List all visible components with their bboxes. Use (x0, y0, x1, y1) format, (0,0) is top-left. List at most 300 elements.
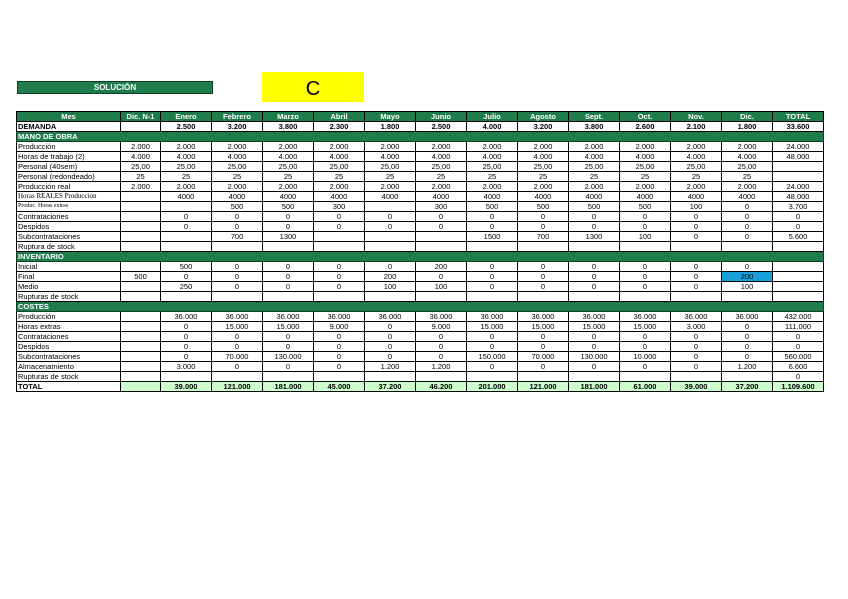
table-cell[interactable] (620, 292, 671, 302)
table-cell[interactable] (263, 292, 314, 302)
table-cell[interactable] (467, 292, 518, 302)
table-cell[interactable]: 0 (314, 332, 365, 342)
table-cell[interactable]: 0 (620, 332, 671, 342)
table-cell[interactable]: 0 (416, 222, 467, 232)
table-cell[interactable]: 2.000 (722, 142, 773, 152)
table-cell[interactable]: 3.200 (212, 122, 263, 132)
table-cell[interactable]: 0 (671, 282, 722, 292)
table-cell[interactable]: 36.000 (314, 312, 365, 322)
table-cell[interactable]: 0 (416, 342, 467, 352)
table-cell[interactable] (365, 372, 416, 382)
table-cell[interactable]: 2.000 (314, 142, 365, 152)
table-cell[interactable]: 48.000 (773, 152, 824, 162)
table-cell[interactable]: 2.000 (416, 142, 467, 152)
table-cell[interactable]: 3.700 (773, 202, 824, 212)
table-cell[interactable]: 200 (416, 262, 467, 272)
table-cell[interactable] (121, 192, 161, 202)
table-cell[interactable]: 2.000 (722, 182, 773, 192)
table-cell[interactable]: 2.000 (671, 182, 722, 192)
table-cell[interactable]: 4000 (365, 192, 416, 202)
table-cell[interactable]: 181.000 (263, 382, 314, 392)
table-cell[interactable] (121, 232, 161, 242)
table-cell[interactable]: 0 (263, 342, 314, 352)
table-cell[interactable]: 25,00 (212, 162, 263, 172)
table-cell[interactable] (263, 242, 314, 252)
table-cell[interactable]: 300 (416, 202, 467, 212)
row-label[interactable]: Horas de trabajo (2) (17, 152, 121, 162)
table-cell[interactable]: 2.000 (161, 142, 212, 152)
table-cell[interactable]: 25 (161, 172, 212, 182)
table-cell[interactable]: 4.000 (161, 152, 212, 162)
table-cell[interactable]: 0 (722, 222, 773, 232)
table-cell[interactable] (671, 292, 722, 302)
table-cell[interactable]: 39.000 (161, 382, 212, 392)
table-cell[interactable]: 36.000 (416, 312, 467, 322)
table-cell[interactable]: 25 (620, 172, 671, 182)
table-cell[interactable]: 2.000 (263, 142, 314, 152)
table-cell[interactable]: 300 (314, 202, 365, 212)
table-cell[interactable]: 25 (314, 172, 365, 182)
table-cell[interactable] (416, 372, 467, 382)
table-cell[interactable]: 0 (161, 342, 212, 352)
table-cell[interactable]: 4.000 (365, 152, 416, 162)
table-cell[interactable]: 0 (671, 352, 722, 362)
table-cell[interactable]: 4.000 (722, 152, 773, 162)
row-label[interactable]: TOTAL (17, 382, 121, 392)
table-cell[interactable]: 45.000 (314, 382, 365, 392)
table-cell[interactable] (569, 292, 620, 302)
row-label[interactable]: Contrataciones (17, 332, 121, 342)
table-cell[interactable]: 0 (518, 362, 569, 372)
table-cell[interactable] (620, 372, 671, 382)
table-cell[interactable]: 0 (722, 332, 773, 342)
table-cell[interactable]: 25,00 (121, 162, 161, 172)
table-cell[interactable]: 37.200 (722, 382, 773, 392)
table-cell[interactable] (365, 232, 416, 242)
table-cell[interactable]: 0 (314, 362, 365, 372)
table-cell[interactable]: 200 (722, 272, 773, 282)
table-cell[interactable]: 2.000 (518, 182, 569, 192)
table-cell[interactable]: 700 (518, 232, 569, 242)
table-cell[interactable]: 4000 (416, 192, 467, 202)
table-cell[interactable]: 25 (722, 172, 773, 182)
table-cell[interactable]: 500 (620, 202, 671, 212)
table-cell[interactable]: 4.000 (569, 152, 620, 162)
table-cell[interactable] (569, 242, 620, 252)
table-cell[interactable]: 36.000 (671, 312, 722, 322)
table-cell[interactable]: 1.200 (416, 362, 467, 372)
table-cell[interactable]: 100 (620, 232, 671, 242)
table-cell[interactable]: 0 (161, 352, 212, 362)
table-cell[interactable]: 4000 (212, 192, 263, 202)
table-cell[interactable]: 25 (263, 172, 314, 182)
table-cell[interactable]: 25 (212, 172, 263, 182)
row-label[interactable]: Producción (17, 142, 121, 152)
table-cell[interactable] (161, 292, 212, 302)
table-cell[interactable]: 0 (467, 342, 518, 352)
row-label[interactable]: Personal (redondeado) (17, 172, 121, 182)
table-cell[interactable]: 0 (467, 332, 518, 342)
row-label[interactable]: Inicial (17, 262, 121, 272)
table-cell[interactable]: 4.000 (212, 152, 263, 162)
table-cell[interactable] (121, 242, 161, 252)
table-cell[interactable]: 0 (671, 362, 722, 372)
row-label[interactable]: Personal (40sem) (17, 162, 121, 172)
table-cell[interactable]: 700 (212, 232, 263, 242)
table-cell[interactable]: 0 (671, 222, 722, 232)
table-cell[interactable]: 0 (518, 342, 569, 352)
table-cell[interactable]: 25,00 (467, 162, 518, 172)
row-label[interactable]: Rupturas de stock (17, 292, 121, 302)
table-cell[interactable] (518, 292, 569, 302)
table-cell[interactable]: 0 (518, 332, 569, 342)
table-cell[interactable]: 4000 (263, 192, 314, 202)
row-label[interactable]: Almacenamiento (17, 362, 121, 372)
table-cell[interactable]: 4.000 (416, 152, 467, 162)
table-cell[interactable]: 25 (671, 172, 722, 182)
table-cell[interactable]: 0 (620, 272, 671, 282)
table-cell[interactable]: 0 (314, 352, 365, 362)
table-cell[interactable]: 500 (518, 202, 569, 212)
table-cell[interactable]: 200 (365, 272, 416, 282)
row-label[interactable]: Medio (17, 282, 121, 292)
table-cell[interactable]: 2.000 (121, 182, 161, 192)
table-cell[interactable]: 130.000 (569, 352, 620, 362)
table-cell[interactable]: 15.000 (263, 322, 314, 332)
table-cell[interactable]: 0 (212, 212, 263, 222)
table-cell[interactable]: 500 (569, 202, 620, 212)
table-cell[interactable] (121, 382, 161, 392)
row-label[interactable]: Despidos (17, 342, 121, 352)
table-cell[interactable]: 0 (314, 282, 365, 292)
table-cell[interactable] (161, 372, 212, 382)
table-cell[interactable]: 100 (416, 282, 467, 292)
table-cell[interactable] (671, 242, 722, 252)
table-cell[interactable] (314, 372, 365, 382)
table-cell[interactable]: 0 (722, 232, 773, 242)
table-cell[interactable]: 4000 (569, 192, 620, 202)
table-cell[interactable]: 500 (467, 202, 518, 212)
table-cell[interactable]: 0 (365, 222, 416, 232)
table-cell[interactable]: 0 (569, 282, 620, 292)
table-cell[interactable]: 0 (365, 322, 416, 332)
table-cell[interactable] (620, 242, 671, 252)
table-cell[interactable]: 0 (722, 212, 773, 222)
table-cell[interactable]: 1.800 (722, 122, 773, 132)
table-cell[interactable]: 2.000 (121, 142, 161, 152)
table-cell[interactable]: 70.000 (212, 352, 263, 362)
table-cell[interactable]: 3.200 (518, 122, 569, 132)
table-cell[interactable]: 36.000 (365, 312, 416, 322)
table-cell[interactable]: 48.000 (773, 192, 824, 202)
table-cell[interactable]: 4.000 (121, 152, 161, 162)
table-cell[interactable]: 0 (263, 362, 314, 372)
table-cell[interactable]: 0 (773, 332, 824, 342)
table-cell[interactable]: 25,00 (161, 162, 212, 172)
table-cell[interactable]: 4.000 (671, 152, 722, 162)
row-label[interactable]: Ruptura de stock (17, 242, 121, 252)
table-cell[interactable]: 0 (314, 262, 365, 272)
table-cell[interactable]: 3.000 (671, 322, 722, 332)
table-cell[interactable]: 4.000 (314, 152, 365, 162)
table-cell[interactable]: 2.600 (620, 122, 671, 132)
table-cell[interactable]: 4000 (671, 192, 722, 202)
table-cell[interactable]: 2.000 (569, 182, 620, 192)
table-cell[interactable]: 0 (467, 282, 518, 292)
table-cell[interactable]: 4000 (314, 192, 365, 202)
table-cell[interactable]: 1500 (467, 232, 518, 242)
table-cell[interactable]: 4000 (467, 192, 518, 202)
table-cell[interactable]: 36.000 (212, 312, 263, 322)
table-cell[interactable] (121, 372, 161, 382)
row-label[interactable]: DEMANDA (17, 122, 121, 132)
table-cell[interactable]: 1300 (569, 232, 620, 242)
table-cell[interactable]: 4000 (161, 192, 212, 202)
table-cell[interactable]: 250 (161, 282, 212, 292)
table-cell[interactable]: 2.000 (671, 142, 722, 152)
table-cell[interactable]: 0 (365, 212, 416, 222)
table-cell[interactable]: 2.000 (620, 182, 671, 192)
table-cell[interactable] (365, 202, 416, 212)
table-cell[interactable] (121, 312, 161, 322)
table-cell[interactable] (161, 242, 212, 252)
row-label[interactable]: Horas extras (17, 322, 121, 332)
table-cell[interactable]: 0 (518, 222, 569, 232)
table-cell[interactable]: 0 (263, 272, 314, 282)
table-cell[interactable]: 39.000 (671, 382, 722, 392)
table-cell[interactable]: 15.000 (518, 322, 569, 332)
table-cell[interactable]: 25 (121, 172, 161, 182)
table-cell[interactable]: 4000 (518, 192, 569, 202)
table-cell[interactable]: 0 (722, 352, 773, 362)
table-cell[interactable] (365, 242, 416, 252)
table-cell[interactable] (212, 242, 263, 252)
table-cell[interactable]: 2.500 (416, 122, 467, 132)
table-cell[interactable]: 0 (722, 342, 773, 352)
table-cell[interactable]: 0 (569, 342, 620, 352)
table-cell[interactable]: 0 (365, 332, 416, 342)
table-cell[interactable]: 0 (722, 262, 773, 272)
table-cell[interactable] (467, 372, 518, 382)
table-cell[interactable] (416, 292, 467, 302)
table-cell[interactable] (722, 292, 773, 302)
table-cell[interactable]: 0 (212, 282, 263, 292)
table-cell[interactable] (121, 342, 161, 352)
row-label[interactable]: Contrataciones (17, 212, 121, 222)
table-cell[interactable]: 0 (722, 322, 773, 332)
table-cell[interactable]: 2.000 (569, 142, 620, 152)
row-label[interactable]: Producción (17, 312, 121, 322)
table-cell[interactable] (121, 122, 161, 132)
table-cell[interactable]: 0 (263, 222, 314, 232)
table-cell[interactable]: 0 (620, 262, 671, 272)
table-cell[interactable]: 36.000 (620, 312, 671, 322)
table-cell[interactable]: 0 (212, 272, 263, 282)
table-cell[interactable]: 0 (161, 272, 212, 282)
table-cell[interactable]: 0 (671, 232, 722, 242)
table-cell[interactable]: 4.000 (518, 152, 569, 162)
table-cell[interactable] (773, 162, 824, 172)
table-cell[interactable]: 25,00 (620, 162, 671, 172)
table-cell[interactable]: 0 (773, 342, 824, 352)
table-cell[interactable] (314, 292, 365, 302)
row-label[interactable]: Rupturas de stock (17, 372, 121, 382)
table-cell[interactable]: 560.000 (773, 352, 824, 362)
table-cell[interactable]: 36.000 (518, 312, 569, 322)
table-cell[interactable]: 0 (569, 222, 620, 232)
table-cell[interactable] (569, 372, 620, 382)
table-cell[interactable] (773, 262, 824, 272)
table-cell[interactable] (773, 172, 824, 182)
table-cell[interactable]: 100 (722, 282, 773, 292)
table-cell[interactable]: 0 (620, 282, 671, 292)
table-cell[interactable] (467, 242, 518, 252)
table-cell[interactable]: 500 (212, 202, 263, 212)
table-cell[interactable]: 0 (467, 222, 518, 232)
table-cell[interactable] (722, 372, 773, 382)
table-cell[interactable] (518, 242, 569, 252)
table-cell[interactable]: 0 (569, 332, 620, 342)
table-cell[interactable] (314, 232, 365, 242)
table-cell[interactable]: 0 (620, 212, 671, 222)
table-cell[interactable]: 2.000 (416, 182, 467, 192)
table-cell[interactable]: 121.000 (212, 382, 263, 392)
table-cell[interactable] (121, 222, 161, 232)
table-cell[interactable] (121, 352, 161, 362)
table-cell[interactable]: 2.000 (365, 182, 416, 192)
table-cell[interactable]: 0 (722, 202, 773, 212)
table-cell[interactable]: 0 (416, 332, 467, 342)
table-cell[interactable]: 0 (365, 342, 416, 352)
table-cell[interactable]: 36.000 (263, 312, 314, 322)
table-cell[interactable]: 0 (365, 352, 416, 362)
table-cell[interactable]: 0 (518, 272, 569, 282)
table-cell[interactable]: 0 (569, 262, 620, 272)
table-cell[interactable]: 0 (416, 212, 467, 222)
table-cell[interactable] (671, 372, 722, 382)
table-cell[interactable]: 2.000 (365, 142, 416, 152)
table-cell[interactable]: 1.109.600 (773, 382, 824, 392)
table-cell[interactable]: 25,00 (365, 162, 416, 172)
table-cell[interactable] (773, 292, 824, 302)
table-cell[interactable]: 0 (212, 342, 263, 352)
table-cell[interactable]: 25 (365, 172, 416, 182)
table-cell[interactable]: 0 (161, 322, 212, 332)
table-cell[interactable]: 10.000 (620, 352, 671, 362)
table-cell[interactable]: 100 (365, 282, 416, 292)
table-cell[interactable]: 0 (212, 332, 263, 342)
table-cell[interactable]: 6.600 (773, 362, 824, 372)
table-cell[interactable]: 0 (773, 222, 824, 232)
table-cell[interactable]: 0 (671, 212, 722, 222)
row-label[interactable]: Despidos (17, 222, 121, 232)
table-cell[interactable]: 25,00 (518, 162, 569, 172)
table-cell[interactable]: 25,00 (569, 162, 620, 172)
table-cell[interactable]: 37.200 (365, 382, 416, 392)
table-cell[interactable]: 0 (416, 352, 467, 362)
table-cell[interactable]: 4000 (722, 192, 773, 202)
table-cell[interactable] (722, 242, 773, 252)
table-cell[interactable]: 1.200 (365, 362, 416, 372)
table-cell[interactable]: 500 (263, 202, 314, 212)
table-cell[interactable]: 25 (416, 172, 467, 182)
table-cell[interactable]: 2.300 (314, 122, 365, 132)
table-cell[interactable]: 4.000 (467, 152, 518, 162)
table-cell[interactable]: 0 (314, 222, 365, 232)
table-cell[interactable]: 2.100 (671, 122, 722, 132)
table-cell[interactable]: 2.000 (518, 142, 569, 152)
table-cell[interactable]: 61.000 (620, 382, 671, 392)
table-cell[interactable]: 201.000 (467, 382, 518, 392)
table-cell[interactable] (518, 372, 569, 382)
row-label[interactable]: Final (17, 272, 121, 282)
table-cell[interactable]: 0 (161, 222, 212, 232)
table-cell[interactable]: 0 (467, 272, 518, 282)
table-cell[interactable] (161, 232, 212, 242)
table-cell[interactable]: 15.000 (212, 322, 263, 332)
table-cell[interactable]: 0 (161, 212, 212, 222)
table-cell[interactable] (121, 212, 161, 222)
table-cell[interactable]: 2.000 (212, 182, 263, 192)
row-label[interactable]: Subcontrataciones (17, 352, 121, 362)
table-cell[interactable]: 0 (263, 212, 314, 222)
table-cell[interactable]: 2.000 (314, 182, 365, 192)
table-cell[interactable]: 0 (518, 212, 569, 222)
table-cell[interactable]: 0 (314, 272, 365, 282)
table-cell[interactable] (773, 242, 824, 252)
table-cell[interactable]: 3.800 (569, 122, 620, 132)
table-cell[interactable]: 0 (773, 372, 824, 382)
table-cell[interactable]: 15.000 (620, 322, 671, 332)
table-cell[interactable]: 33.600 (773, 122, 824, 132)
table-cell[interactable]: 0 (314, 212, 365, 222)
table-cell[interactable]: 0 (518, 262, 569, 272)
table-cell[interactable]: 1.200 (722, 362, 773, 372)
table-cell[interactable] (212, 372, 263, 382)
table-cell[interactable]: 0 (212, 262, 263, 272)
table-cell[interactable]: 0 (263, 262, 314, 272)
table-cell[interactable]: 0 (263, 332, 314, 342)
table-cell[interactable]: 4.000 (263, 152, 314, 162)
table-cell[interactable] (121, 282, 161, 292)
table-cell[interactable]: 2.000 (467, 182, 518, 192)
table-cell[interactable] (212, 292, 263, 302)
table-cell[interactable]: 36.000 (467, 312, 518, 322)
table-cell[interactable]: 0 (620, 222, 671, 232)
table-cell[interactable]: 70.000 (518, 352, 569, 362)
table-cell[interactable]: 150.000 (467, 352, 518, 362)
table-cell[interactable]: 0 (467, 262, 518, 272)
table-cell[interactable]: 0 (467, 362, 518, 372)
table-cell[interactable]: 0 (569, 362, 620, 372)
table-cell[interactable]: 1.800 (365, 122, 416, 132)
table-cell[interactable]: 2.000 (161, 182, 212, 192)
table-cell[interactable] (121, 322, 161, 332)
table-cell[interactable]: 0 (161, 332, 212, 342)
table-cell[interactable]: 2.000 (467, 142, 518, 152)
table-cell[interactable]: 0 (671, 332, 722, 342)
table-cell[interactable]: 36.000 (161, 312, 212, 322)
row-label[interactable]: Produc. Horas extras (17, 202, 121, 212)
table-cell[interactable]: 0 (365, 262, 416, 272)
table-cell[interactable]: 0 (212, 222, 263, 232)
table-cell[interactable]: 0 (263, 282, 314, 292)
table-cell[interactable] (416, 242, 467, 252)
table-cell[interactable]: 0 (518, 282, 569, 292)
table-cell[interactable]: 4.000 (467, 122, 518, 132)
table-cell[interactable]: 130.000 (263, 352, 314, 362)
table-cell[interactable] (365, 292, 416, 302)
